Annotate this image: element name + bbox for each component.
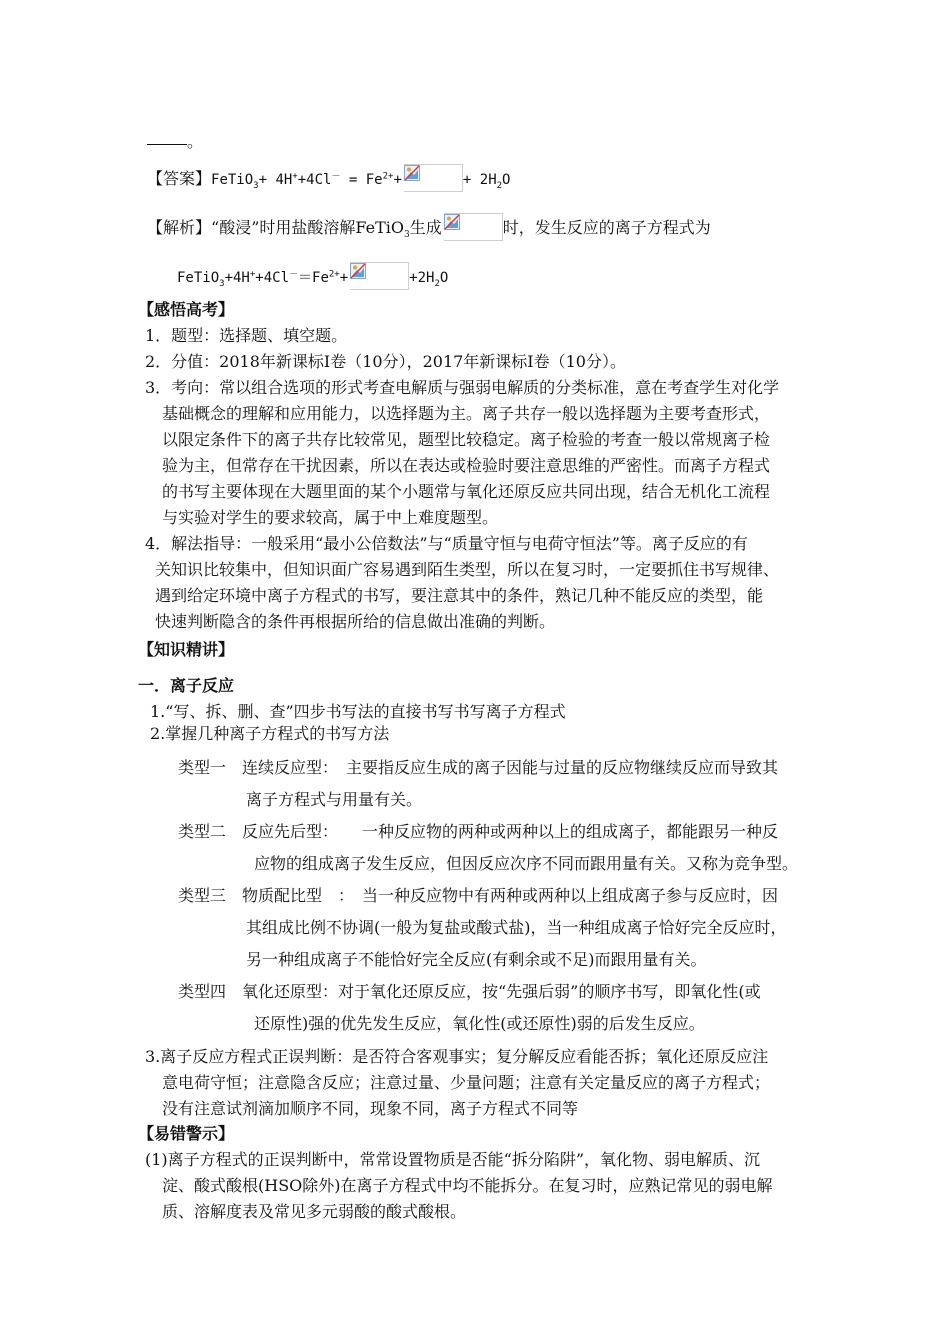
gaokao-line: 验为主，但常存在干扰因素，所以在表达或检验时要注意思维的严密性。而离子方程式 — [162, 456, 771, 475]
warning-line: (1)离子方程式的正误判断中，常常设置物质是否能“拆分陷阱”，氧化物、弱电解质、沉 — [145, 1150, 761, 1169]
warning-line: 淀、酸式酸根(HSO除外)在离子方程式中均不能拆分。在复习时，应熟记常见的弱电解 — [162, 1176, 773, 1195]
knowledge-item: 1.“写、拆、删、查”四步书写法的直接书写书写离子方程式 — [150, 702, 566, 721]
broken-image-icon — [350, 263, 366, 279]
type-line: 另一种组成离子不能恰好完全反应(有剩余或不足)而跟用量有关。 — [246, 950, 707, 969]
gaokao-heading: 【感悟高考】 — [138, 300, 235, 319]
gaokao-line: 快速判断隐含的条件再根据所给的信息做出准确的判断。 — [155, 612, 556, 631]
gaokao-line: 基础概念的理解和应用能力，以选择题为主。离子共存一般以选择题为主要考查形式， — [162, 404, 771, 423]
type-line: 类型二 反应先后型： 一种反应物的两种或两种以上的组成离子，都能跟另一种反 — [178, 822, 779, 841]
type-line: 类型四 氧化还原型：对于氧化还原反应，按“先强后弱”的顺序书写，即氧化性(或 — [178, 982, 761, 1001]
broken-image-icon — [404, 165, 420, 181]
knowledge-subheading: 一．离子反应 — [138, 676, 235, 695]
fill-blank — [147, 130, 187, 145]
answer-label: 【答案】 — [147, 169, 212, 188]
knowledge-item: 2.掌握几种离子方程式的书写方法 — [150, 724, 390, 743]
type-line: 应物的组成离子发生反应，但因反应次序不同而跟用量有关。又称为竞争型。 — [254, 854, 799, 873]
warning-heading: 【易错警示】 — [138, 1124, 235, 1143]
gaokao-line: 4．解法指导：一般采用“最小公倍数法”与“质量守恒与电荷守恒法”等。离子反应的有 — [145, 534, 748, 553]
gaokao-line: 关知识比较集中，但知识面广容易遇到陌生类型，所以在复习时，一定要抓住书写规律、 — [155, 560, 780, 579]
type-line: 还原性)强的优先发生反应，氧化性(或还原性)弱的后发生反应。 — [254, 1014, 705, 1033]
gaokao-line: 遇到给定环境中离子方程式的书写，要注意其中的条件，熟记几种不能反应的类型，能 — [155, 586, 764, 605]
missing-image-placeholder — [404, 164, 463, 192]
type-line: 类型三 物质配比型 ： 当一种反应物中有两种或两种以上组成离子参与反应时，因 — [178, 886, 779, 905]
gaokao-line: 3．考向：常以组合选项的形式考查电解质与强弱电解质的分类标准，意在考查学生对化学 — [145, 378, 780, 397]
broken-image-icon — [444, 214, 460, 230]
type-line: 其组成比例不协调(一般为复盐或酸式盐)，当一种组成离子恰好完全反应时， — [246, 918, 787, 937]
missing-image-placeholder — [350, 262, 409, 290]
analysis-line: 【解析】“酸浸”时用盐酸溶解FeTiO$_3$生成 时，发生反应的离子方程式为 — [147, 213, 711, 241]
analysis-label: 【解析】 — [147, 218, 212, 237]
gaokao-line: 2．分值：2018年新课标Ⅰ卷（10分），2017年新课标Ⅰ卷（10分）。 — [145, 352, 626, 371]
analysis-equation: $FeTiO_3+4H^++4Cl^-=Fe^{2+}+$ $+2H_2O$ — [177, 262, 448, 290]
gaokao-line: 的书写主要体现在大题里面的某个小题常与氧化还原反应共同出现，结合无机化工流程 — [162, 482, 771, 501]
gaokao-line: 以限定条件下的离子共存比较常见，题型比较稳定。离子检验的考查一般以常规离子检 — [162, 430, 771, 449]
judgement-line: 3.离子反应方程式正误判断：是否符合客观事实；复分解反应看能否拆；氧化还原反应注 — [145, 1047, 769, 1066]
gaokao-line: 1．题型：选择题、填空题。 — [145, 326, 348, 345]
warning-line: 质、溶解度表及常见多元弱酸的酸式酸根。 — [162, 1202, 467, 1221]
type-line: 类型一 连续反应型： 主要指反应生成的离子因能与过量的反应物继续反应而导致其 — [178, 758, 779, 777]
judgement-line: 意电荷守恒；注意隐含反应；注意过量、少量问题；注意有关定量反应的离子方程式； — [162, 1073, 771, 1092]
top-fragment: 。 — [147, 130, 203, 152]
knowledge-heading: 【知识精讲】 — [138, 640, 235, 659]
judgement-line: 没有注意试剂滴加顺序不同，现象不同，离子方程式不同等 — [162, 1099, 579, 1118]
type-line: 离子方程式与用量有关。 — [246, 790, 423, 809]
missing-image-placeholder — [444, 213, 503, 241]
answer-line: 【答案】FeTiO$_3$+ $4H^++4Cl^- = Fe^{2+}+$ + $2H_2O$ — [147, 164, 510, 192]
gaokao-line: 与实验对学生的要求较高，属于中上难度题型。 — [162, 508, 499, 527]
